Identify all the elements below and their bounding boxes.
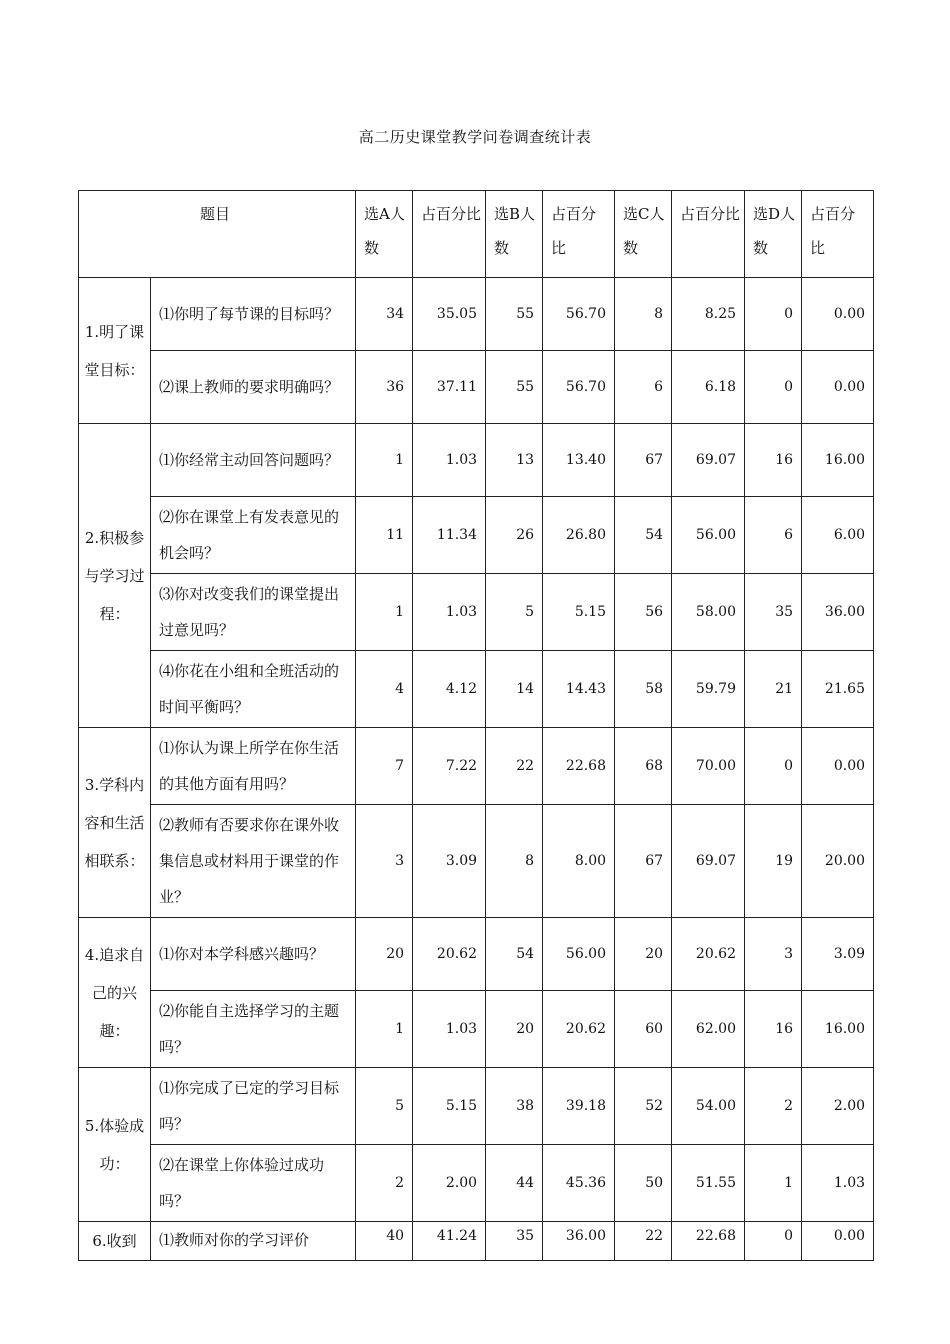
table-row bbox=[79, 278, 874, 351]
value-cell-b-percent: 56.70 bbox=[543, 351, 615, 424]
question-cell: ⑴你经常主动回答问题吗？ bbox=[151, 424, 356, 497]
header-a-percent: 占百分比 bbox=[413, 191, 486, 278]
question-cell: ⑵在课堂上你体验过成功吗？ bbox=[151, 1145, 356, 1222]
value-cell-b-count: 55 bbox=[486, 278, 543, 351]
value-cell-d-percent: 16.00 bbox=[802, 991, 874, 1068]
value-cell-b-count: 35 bbox=[486, 1222, 543, 1261]
question-cell: ⑶你对改变我们的课堂提出过意见吗？ bbox=[151, 574, 356, 651]
table-row bbox=[79, 1145, 874, 1222]
value-cell-d-count: 6 bbox=[745, 497, 802, 574]
value-cell-c-percent: 69.07 bbox=[672, 805, 745, 918]
question-cell: ⑴你完成了已定的学习目标吗？ bbox=[151, 1068, 356, 1145]
value-cell-d-count: 21 bbox=[745, 651, 802, 728]
value-cell-b-percent: 14.43 bbox=[543, 651, 615, 728]
value-cell-c-percent: 51.55 bbox=[672, 1145, 745, 1222]
value-cell-b-percent: 13.40 bbox=[543, 424, 615, 497]
value-cell-d-count: 0 bbox=[745, 278, 802, 351]
value-cell-a-percent: 4.12 bbox=[413, 651, 486, 728]
value-cell-d-count: 3 bbox=[745, 918, 802, 991]
value-cell-a-count: 5 bbox=[356, 1068, 413, 1145]
value-cell-a-percent: 41.24 bbox=[413, 1222, 486, 1261]
value-cell-b-percent: 39.18 bbox=[543, 1068, 615, 1145]
survey-table-body bbox=[79, 278, 874, 1261]
value-cell-b-percent: 5.15 bbox=[543, 574, 615, 651]
value-cell-a-percent: 20.62 bbox=[413, 918, 486, 991]
table-row bbox=[79, 805, 874, 918]
question-cell: ⑴你明了每节课的目标吗？ bbox=[151, 278, 356, 351]
value-cell-d-percent: 0.00 bbox=[802, 278, 874, 351]
value-cell-c-percent: 62.00 bbox=[672, 991, 745, 1068]
value-cell-d-percent: 0.00 bbox=[802, 728, 874, 805]
value-cell-b-percent: 8.00 bbox=[543, 805, 615, 918]
table-row bbox=[79, 351, 874, 424]
value-cell-c-percent: 8.25 bbox=[672, 278, 745, 351]
value-cell-c-percent: 20.62 bbox=[672, 918, 745, 991]
value-cell-c-count: 8 bbox=[615, 278, 672, 351]
value-cell-c-count: 22 bbox=[615, 1222, 672, 1261]
value-cell-b-percent: 20.62 bbox=[543, 991, 615, 1068]
value-cell-d-count: 16 bbox=[745, 991, 802, 1068]
value-cell-a-percent: 2.00 bbox=[413, 1145, 486, 1222]
category-cell: 5.体验成功： bbox=[79, 1068, 151, 1222]
value-cell-d-percent: 16.00 bbox=[802, 424, 874, 497]
table-row bbox=[79, 497, 874, 574]
value-cell-a-percent: 11.34 bbox=[413, 497, 486, 574]
value-cell-a-count: 34 bbox=[356, 278, 413, 351]
value-cell-a-count: 1 bbox=[356, 424, 413, 497]
value-cell-b-percent: 56.70 bbox=[543, 278, 615, 351]
value-cell-d-count: 2 bbox=[745, 1068, 802, 1145]
value-cell-b-count: 5 bbox=[486, 574, 543, 651]
value-cell-b-count: 22 bbox=[486, 728, 543, 805]
category-cell: 6.收到 bbox=[79, 1222, 151, 1261]
value-cell-b-count: 8 bbox=[486, 805, 543, 918]
value-cell-a-percent: 3.09 bbox=[413, 805, 486, 918]
value-cell-d-percent: 0.00 bbox=[802, 351, 874, 424]
value-cell-b-count: 38 bbox=[486, 1068, 543, 1145]
value-cell-c-count: 56 bbox=[615, 574, 672, 651]
table-row bbox=[79, 651, 874, 728]
value-cell-b-count: 14 bbox=[486, 651, 543, 728]
value-cell-a-percent: 35.05 bbox=[413, 278, 486, 351]
value-cell-b-count: 54 bbox=[486, 918, 543, 991]
value-cell-b-percent: 45.36 bbox=[543, 1145, 615, 1222]
value-cell-c-percent: 69.07 bbox=[672, 424, 745, 497]
value-cell-c-percent: 22.68 bbox=[672, 1222, 745, 1261]
value-cell-c-percent: 59.79 bbox=[672, 651, 745, 728]
value-cell-a-count: 11 bbox=[356, 497, 413, 574]
value-cell-c-count: 67 bbox=[615, 805, 672, 918]
table-row bbox=[79, 1068, 874, 1145]
value-cell-a-percent: 37.11 bbox=[413, 351, 486, 424]
survey-statistics-table bbox=[78, 190, 874, 1261]
value-cell-b-percent: 56.00 bbox=[543, 918, 615, 991]
question-cell: ⑴你对本学科感兴趣吗？ bbox=[151, 918, 356, 991]
table-row bbox=[79, 574, 874, 651]
header-b-count: 选B人数 bbox=[486, 191, 543, 278]
value-cell-c-count: 60 bbox=[615, 991, 672, 1068]
value-cell-a-percent: 1.03 bbox=[413, 574, 486, 651]
value-cell-d-count: 0 bbox=[745, 351, 802, 424]
value-cell-b-count: 13 bbox=[486, 424, 543, 497]
value-cell-c-count: 52 bbox=[615, 1068, 672, 1145]
category-cell: 3.学科内容和生活相联系： bbox=[79, 728, 151, 918]
value-cell-a-percent: 1.03 bbox=[413, 991, 486, 1068]
value-cell-c-count: 68 bbox=[615, 728, 672, 805]
value-cell-b-percent: 26.80 bbox=[543, 497, 615, 574]
value-cell-d-percent: 0.00 bbox=[802, 1222, 874, 1261]
value-cell-d-percent: 3.09 bbox=[802, 918, 874, 991]
value-cell-b-count: 26 bbox=[486, 497, 543, 574]
value-cell-a-percent: 7.22 bbox=[413, 728, 486, 805]
value-cell-c-percent: 56.00 bbox=[672, 497, 745, 574]
value-cell-b-percent: 22.68 bbox=[543, 728, 615, 805]
value-cell-b-count: 44 bbox=[486, 1145, 543, 1222]
table-row bbox=[79, 424, 874, 497]
value-cell-a-count: 1 bbox=[356, 574, 413, 651]
question-cell: ⑵你能自主选择学习的主题吗？ bbox=[151, 991, 356, 1068]
question-cell: ⑵教师有否要求你在课外收集信息或材料用于课堂的作业？ bbox=[151, 805, 356, 918]
value-cell-c-count: 20 bbox=[615, 918, 672, 991]
header-a-count: 选A人数 bbox=[356, 191, 413, 278]
value-cell-c-count: 54 bbox=[615, 497, 672, 574]
document-title: 高二历史课堂教学问卷调查统计表 bbox=[358, 128, 592, 146]
header-b-percent: 占百分比 bbox=[543, 191, 615, 278]
value-cell-c-percent: 70.00 bbox=[672, 728, 745, 805]
header-row bbox=[79, 191, 874, 278]
category-cell: 2.积极参与学习过程： bbox=[79, 424, 151, 728]
header-c-count: 选C人数 bbox=[615, 191, 672, 278]
category-cell: 1.明了课堂目标： bbox=[79, 278, 151, 424]
value-cell-a-count: 7 bbox=[356, 728, 413, 805]
value-cell-d-count: 16 bbox=[745, 424, 802, 497]
category-cell: 4.追求自己的兴趣： bbox=[79, 918, 151, 1068]
question-cell: ⑵你在课堂上有发表意见的机会吗？ bbox=[151, 497, 356, 574]
value-cell-c-count: 58 bbox=[615, 651, 672, 728]
value-cell-d-count: 0 bbox=[745, 1222, 802, 1261]
value-cell-d-count: 19 bbox=[745, 805, 802, 918]
header-d-count: 选D人数 bbox=[745, 191, 802, 278]
value-cell-c-percent: 58.00 bbox=[672, 574, 745, 651]
question-cell: ⑵课上教师的要求明确吗？ bbox=[151, 351, 356, 424]
question-cell: ⑴你认为课上所学在你生活的其他方面有用吗？ bbox=[151, 728, 356, 805]
value-cell-c-count: 6 bbox=[615, 351, 672, 424]
table-row bbox=[79, 918, 874, 991]
header-d-percent: 占百分比 bbox=[802, 191, 874, 278]
question-cell: ⑷你花在小组和全班活动的时间平衡吗？ bbox=[151, 651, 356, 728]
header-topic: 题目 bbox=[79, 191, 356, 278]
value-cell-c-percent: 54.00 bbox=[672, 1068, 745, 1145]
value-cell-d-percent: 6.00 bbox=[802, 497, 874, 574]
value-cell-c-percent: 6.18 bbox=[672, 351, 745, 424]
value-cell-a-count: 1 bbox=[356, 991, 413, 1068]
value-cell-d-count: 35 bbox=[745, 574, 802, 651]
value-cell-a-count: 20 bbox=[356, 918, 413, 991]
value-cell-a-count: 2 bbox=[356, 1145, 413, 1222]
value-cell-c-count: 50 bbox=[615, 1145, 672, 1222]
value-cell-c-count: 67 bbox=[615, 424, 672, 497]
value-cell-a-count: 3 bbox=[356, 805, 413, 918]
value-cell-a-count: 36 bbox=[356, 351, 413, 424]
value-cell-d-count: 0 bbox=[745, 728, 802, 805]
value-cell-d-count: 1 bbox=[745, 1145, 802, 1222]
value-cell-b-count: 20 bbox=[486, 991, 543, 1068]
value-cell-a-percent: 5.15 bbox=[413, 1068, 486, 1145]
value-cell-d-percent: 36.00 bbox=[802, 574, 874, 651]
value-cell-b-percent: 36.00 bbox=[543, 1222, 615, 1261]
table-row bbox=[79, 991, 874, 1068]
value-cell-a-count: 4 bbox=[356, 651, 413, 728]
value-cell-d-percent: 1.03 bbox=[802, 1145, 874, 1222]
value-cell-d-percent: 20.00 bbox=[802, 805, 874, 918]
value-cell-d-percent: 21.65 bbox=[802, 651, 874, 728]
table-row bbox=[79, 728, 874, 805]
table-row bbox=[79, 1222, 874, 1261]
value-cell-d-percent: 2.00 bbox=[802, 1068, 874, 1145]
header-c-percent: 占百分比 bbox=[672, 191, 745, 278]
value-cell-a-percent: 1.03 bbox=[413, 424, 486, 497]
value-cell-a-count: 40 bbox=[356, 1222, 413, 1261]
question-cell: ⑴教师对你的学习评价 bbox=[151, 1222, 356, 1261]
value-cell-b-count: 55 bbox=[486, 351, 543, 424]
